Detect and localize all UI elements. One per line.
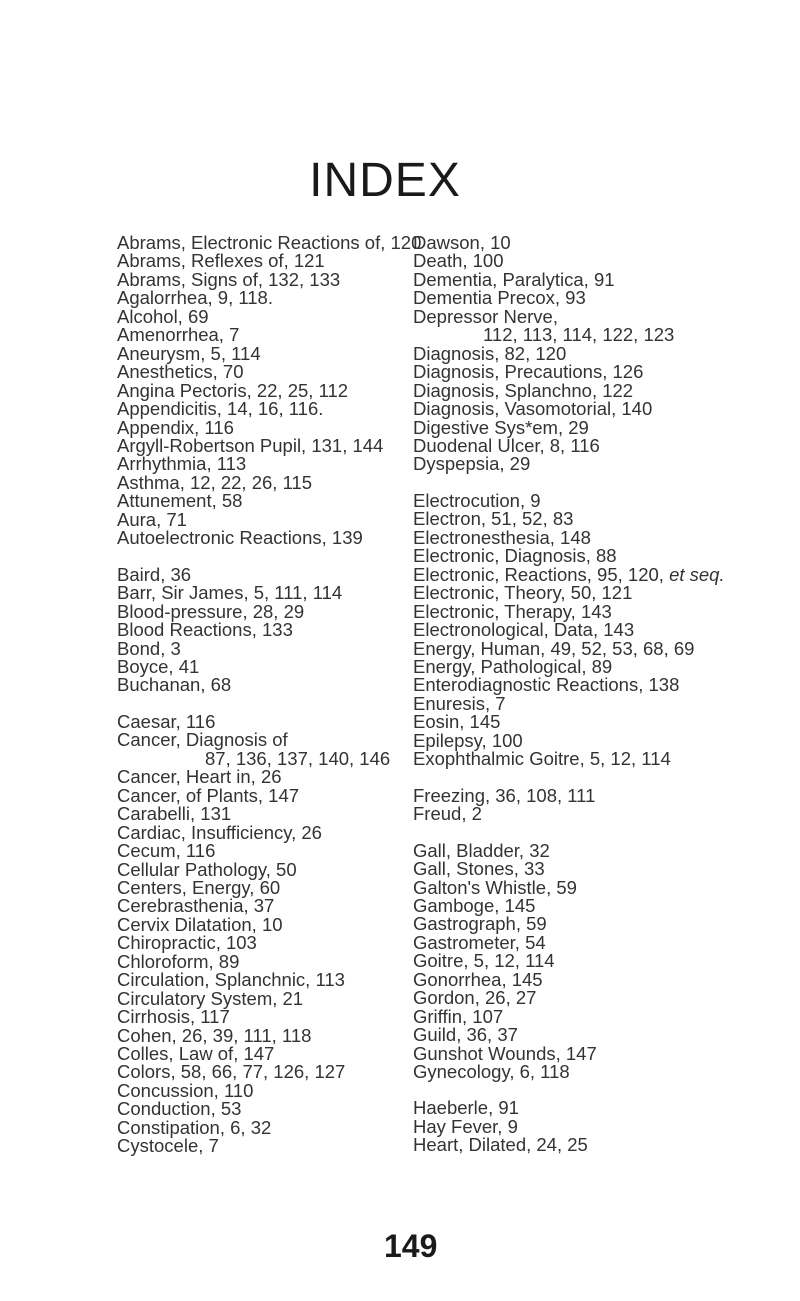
index-entry-text: Electronesthesia, 148: [413, 526, 591, 548]
index-entry-text: Digestive Sys*em, 29: [413, 416, 589, 438]
index-entry-text: Electrocution, 9: [413, 489, 541, 511]
index-entry-text: Enterodiagnostic Reactions, 138: [413, 674, 680, 696]
index-entry-text: Goitre, 5, 12, 114: [413, 950, 555, 972]
index-entry-text: Gynecology, 6, 118: [413, 1061, 570, 1083]
index-entry: [413, 805, 783, 823]
index-entry-text: Dementia, Paralytica, 91: [413, 268, 615, 290]
index-entry-text: Exophthalmic Goitre, 5, 12, 114: [413, 748, 671, 770]
index-entry-text: Cirrhosis, 117: [117, 1006, 230, 1028]
page-number: 149: [384, 1228, 438, 1264]
index-entry-text: Cancer, of Plants, 147: [117, 784, 300, 806]
index-entry-italic: et seq.: [669, 563, 725, 585]
index-entry-text: Cellular Pathology, 50: [117, 858, 297, 880]
index-entry: [413, 1063, 783, 1081]
index-entry-text: Enuresis, 7: [413, 692, 506, 714]
index-entry-text: Cervix Dilatation, 10: [117, 913, 283, 935]
index-entry-text: Gall, Bladder, 32: [413, 839, 550, 861]
index-entry-text: Cystocele, 7: [117, 1135, 219, 1157]
index-entry-text: Arrhythmia, 113: [117, 453, 247, 475]
index-entry-text: Concussion, 110: [117, 1079, 254, 1101]
index-entry-text: Duodenal Ulcer, 8, 116: [413, 434, 600, 456]
index-entry-text: Gordon, 26, 27: [413, 987, 537, 1009]
index-entry-text: Diagnosis, Precautions, 126: [413, 361, 644, 383]
index-entry-text: Appendix, 116: [117, 416, 234, 438]
page-title: INDEX: [309, 154, 461, 207]
index-entry-text: Amenorrhea, 7: [117, 324, 240, 346]
index-entry-text: Aneurysm, 5, 114: [117, 342, 261, 364]
index-entry: [413, 750, 783, 768]
index-entry-text: Haeberle, 91: [413, 1097, 519, 1119]
index-column-right: [413, 234, 783, 1155]
index-entry-text: Energy, Pathological, 89: [413, 655, 613, 677]
index-entry-text: Cerebrasthenia, 37: [117, 895, 275, 917]
index-entry-text: Diagnosis, Vasomotorial, 140: [413, 398, 653, 420]
index-entry: [413, 1136, 783, 1154]
index-entry-text: Colles, Law of, 147: [117, 1043, 275, 1065]
index-entry-text: Abrams, Reflexes of, 121: [117, 250, 325, 272]
index-entry-text: Diagnosis, 82, 120: [413, 342, 567, 364]
index-entry-text: Electron, 51, 52, 83: [413, 508, 574, 530]
index-entry-text: Chiropractic, 103: [117, 932, 257, 954]
index-entry-text: Electronic, Theory, 50, 121: [413, 582, 633, 604]
index-entry-text: Buchanan, 68: [117, 674, 232, 696]
index-entry-text: Chloroform, 89: [117, 950, 240, 972]
index-entry-text: Circulation, Splanchnic, 113: [117, 969, 345, 991]
index-entry-text: Electronic, Therapy, 143: [413, 600, 612, 622]
index-entry-text: Gamboge, 145: [413, 894, 536, 916]
index-entry-text: Dyspepsia, 29: [413, 453, 531, 475]
index-entry-text: Alcohol, 69: [117, 305, 209, 327]
index-entry-text: Eosin, 145: [413, 711, 501, 733]
index-entry-text: Cardiac, Insufficiency, 26: [117, 821, 322, 843]
index-entry-text: Anesthetics, 70: [117, 361, 244, 383]
index-entry-text: Agalorrhea, 9, 118.: [117, 287, 273, 309]
index-entry-text: Abrams, Electronic Reactions of, 120: [117, 232, 422, 253]
index-entry-text: Hay Fever, 9: [413, 1115, 518, 1137]
index-entry-text: Cohen, 26, 39, 111, 118: [117, 1024, 312, 1046]
index-entry-text: Electronic, Reactions, 95, 120,: [413, 563, 670, 585]
index-entry-text: Angina Pectoris, 22, 25, 112: [117, 379, 349, 401]
index-entry-text: Cecum, 116: [117, 840, 216, 862]
index-entry-text: Cancer, Diagnosis of: [117, 729, 288, 751]
index-entry-text: Diagnosis, Splanchno, 122: [413, 379, 634, 401]
index-entry-text: Gall, Stones, 33: [413, 858, 545, 880]
index-entry-text: 87, 136, 137, 140, 146: [205, 747, 391, 769]
index-entry-text: Conduction, 53: [117, 1098, 242, 1120]
index-entry-text: 112, 113, 114, 122, 123: [483, 324, 675, 346]
index-entry-text: Blood Reactions, 133: [117, 619, 293, 641]
index-entry-text: Appendicitis, 14, 16, 116.: [117, 398, 324, 420]
index-entry: [117, 1137, 412, 1155]
index-entry-text: Colors, 58, 66, 77, 126, 127: [117, 1061, 346, 1083]
index-entry-text: Heart, Dilated, 24, 25: [413, 1134, 588, 1156]
index-entry-text: Bond, 3: [117, 637, 181, 659]
index-entry-text: Gonorrhea, 145: [413, 968, 543, 990]
index-entry-text: Cancer, Heart in, 26: [117, 766, 282, 788]
index-entry-text: Boyce, 41: [117, 655, 200, 677]
index-entry-text: Attunement, 58: [117, 490, 243, 512]
index-entry-text: Gastrometer, 54: [413, 931, 546, 953]
index-entry-text: Aura, 71: [117, 508, 187, 530]
index-entry-text: Galton's Whistle, 59: [413, 876, 577, 898]
index-entry-text: Baird, 36: [117, 563, 192, 585]
index-entry-text: Argyll-Robertson Pupil, 131, 144: [117, 434, 384, 456]
index-entry-text: Constipation, 6, 32: [117, 1116, 272, 1138]
index-entry-text: Energy, Human, 49, 52, 53, 68, 69: [413, 637, 695, 659]
index-entry-text: Freezing, 36, 108, 111: [413, 784, 596, 806]
index-entry-text: Griffin, 107: [413, 1005, 504, 1027]
index-entry-text: Autoelectronic Reactions, 139: [117, 527, 363, 549]
index-entry-text: Abrams, Signs of, 132, 133: [117, 268, 341, 290]
index-entry-text: Dawson, 10: [413, 232, 511, 253]
index-entry-text: Gastrograph, 59: [413, 913, 547, 935]
index-entry: [413, 455, 783, 473]
index-entry-text: Barr, Sir James, 5, 111, 114: [117, 582, 343, 604]
index-entry-text: Gunshot Wounds, 147: [413, 1042, 597, 1064]
index-entry-text: Depressor Nerve,: [413, 305, 558, 327]
index-entry-text: Carabelli, 131: [117, 803, 232, 825]
index-entry: [117, 676, 412, 694]
index-entry-text: Guild, 36, 37: [413, 1024, 518, 1046]
index-entry-text: Electronic, Diagnosis, 88: [413, 545, 617, 567]
index-entry-text: Dementia Precox, 93: [413, 287, 586, 309]
index-entry-text: Death, 100: [413, 250, 504, 272]
index-entry: [117, 529, 412, 547]
index-entry-text: Caesar, 116: [117, 710, 216, 732]
index-entry-text: Electronological, Data, 143: [413, 619, 635, 641]
index-entry-text: Centers, Energy, 60: [117, 876, 281, 898]
index-entry-text: Blood-pressure, 28, 29: [117, 600, 305, 622]
index-entry-text: Circulatory System, 21: [117, 987, 304, 1009]
index-column-left: [117, 232, 422, 1157]
index-entry-text: Epilepsy, 100: [413, 729, 523, 751]
index-entry-text: Asthma, 12, 22, 26, 115: [117, 471, 313, 493]
index-entry-text: Freud, 2: [413, 803, 482, 825]
